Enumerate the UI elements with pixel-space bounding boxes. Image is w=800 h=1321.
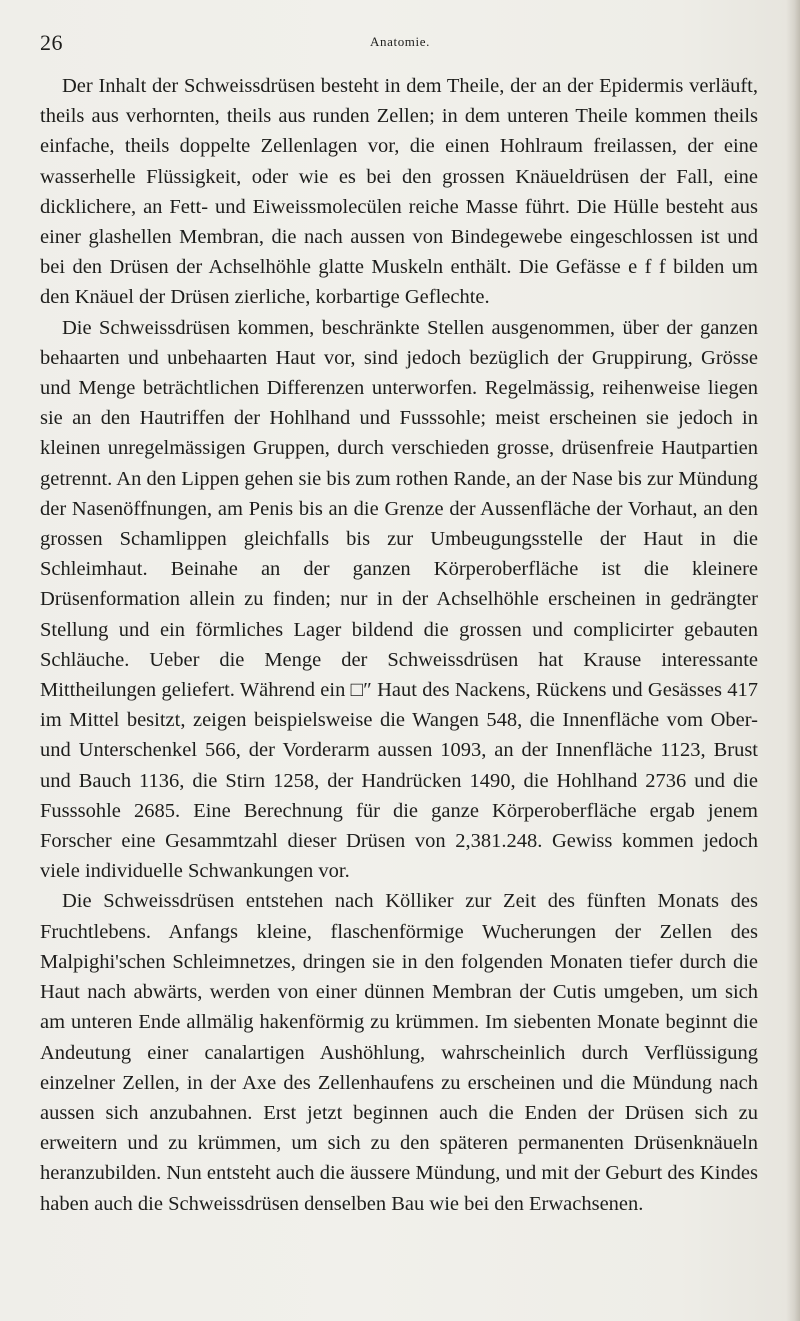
page-edge-shadow [786, 0, 800, 1321]
paragraph-2: Die Schweissdrüsen kommen, beschränkte Stellen ausgenommen, über der ganzen behaarten und unbehaarten Haut vor, sind jedoch bezüglich der Gruppirung, Grösse und Menge beträchtlichen Differenzen unterworfen. Regelmässig, reihenweise liegen sie an den Hautriffen der Hohlhand und Fusssohle; meist erscheinen sie jedoch in kleinen unregelmässigen Gruppen, durch verschieden grosse, drüsenfreie Hautpartien getrennt. An den Lippen gehen sie bis zum rothen Rande, an der Nase bis zur Mündung der Nasenöffnungen, am Penis bis an die Grenze der Aussenfläche der Vorhaut, an den grossen Schamlippen gleichfalls bis zur Umbeugungsstelle der Haut in die Schleimhaut. Beinahe an der ganzen Körperoberfläche ist die kleinere Drüsenformation allein zu finden; nur in der Achselhöhle erscheinen in gedrängter Stellung und ein förmliches Lager bildend die grossen und complicirter gebauten Schläuche. Ueber die Menge der Schweissdrüsen hat Krause interessante Mittheilungen geliefert. Während ein □″ Haut des Nackens, Rückens und Gesässes 417 im Mittel besitzt, zeigen beispielsweise die Wangen 548, die Innenfläche vom Ober- und Unterschenkel 566, der Vorderarm aussen 1093, an der Innenfläche 1123, Brust und Bauch 1136, die Stirn 1258, der Handrücken 1490, die Hohlhand 2736 und die Fusssohle 2685. Eine Berechnung für die ganze Körperoberfläche ergab jenem Forscher eine Gesammtzahl dieser Drüsen von 2,381.248. Gewiss kommen jedoch viele individuelle Schwankungen vor. [40, 316, 758, 883]
paragraph-3: Die Schweissdrüsen entstehen nach Kölliker zur Zeit des fünften Monats des Fruchtlebens. Anfangs kleine, flaschenförmige Wucherungen der Zellen des Malpighi'schen Schleimnetzes, dringen sie in den folgenden Monaten tiefer durch die Haut nach abwärts, werden von einer dünnen Membran der Cutis umgeben, um sich am unteren Ende allmälig hakenförmig zu krümmen. Im siebenten Monate beginnt die Andeutung einer canalartigen Aushöhlung, wahrscheinlich durch Verflüssigung einzelner Zellen, in der Axe des Zellenhaufens zu erscheinen und die Mündung nach aussen sich anzubahnen. Erst jetzt beginnen auch die Enden der Drüsen sich zu erweitern und zu krümmen, um sich zu den späteren permanenten Drüsenknäueln heranzubilden. Nun entsteht auch die äussere Mündung, und mit der Geburt des Kindes haben auch die Schweissdrüsen denselben Bau wie bei den Erwachsenen. [40, 890, 758, 1215]
page-header [40, 30, 760, 56]
running-head: Anatomie. [370, 34, 430, 49]
page-number: 26 [40, 30, 63, 55]
paragraph-1: Der Inhalt der Schweissdrüsen besteht in dem Theile, der an der Epidermis verläuft, theils aus verhornten, theils aus runden Zellen; in dem unteren Theile kommen theils einfache, theils doppelte Zellenlagen vor, die einen Hohlraum freilassen, der eine wasserhelle Flüssigkeit, oder wie es bei den grossen Knäueldrüsen der Fall, eine dicklichere, an Fett- und Eiweissmolecülen reiche Masse führt. Die Hülle besteht aus einer glashellen Membran, die nach aussen von Bindegewebe eingeschlossen ist und bei den Drüsen der Achselhöhle glatte Muskeln enthält. Die Gefässe e f f bilden um den Knäuel der Drüsen zierliche, korbartige Geflechte. [40, 75, 758, 309]
body-text [40, 71, 758, 1219]
